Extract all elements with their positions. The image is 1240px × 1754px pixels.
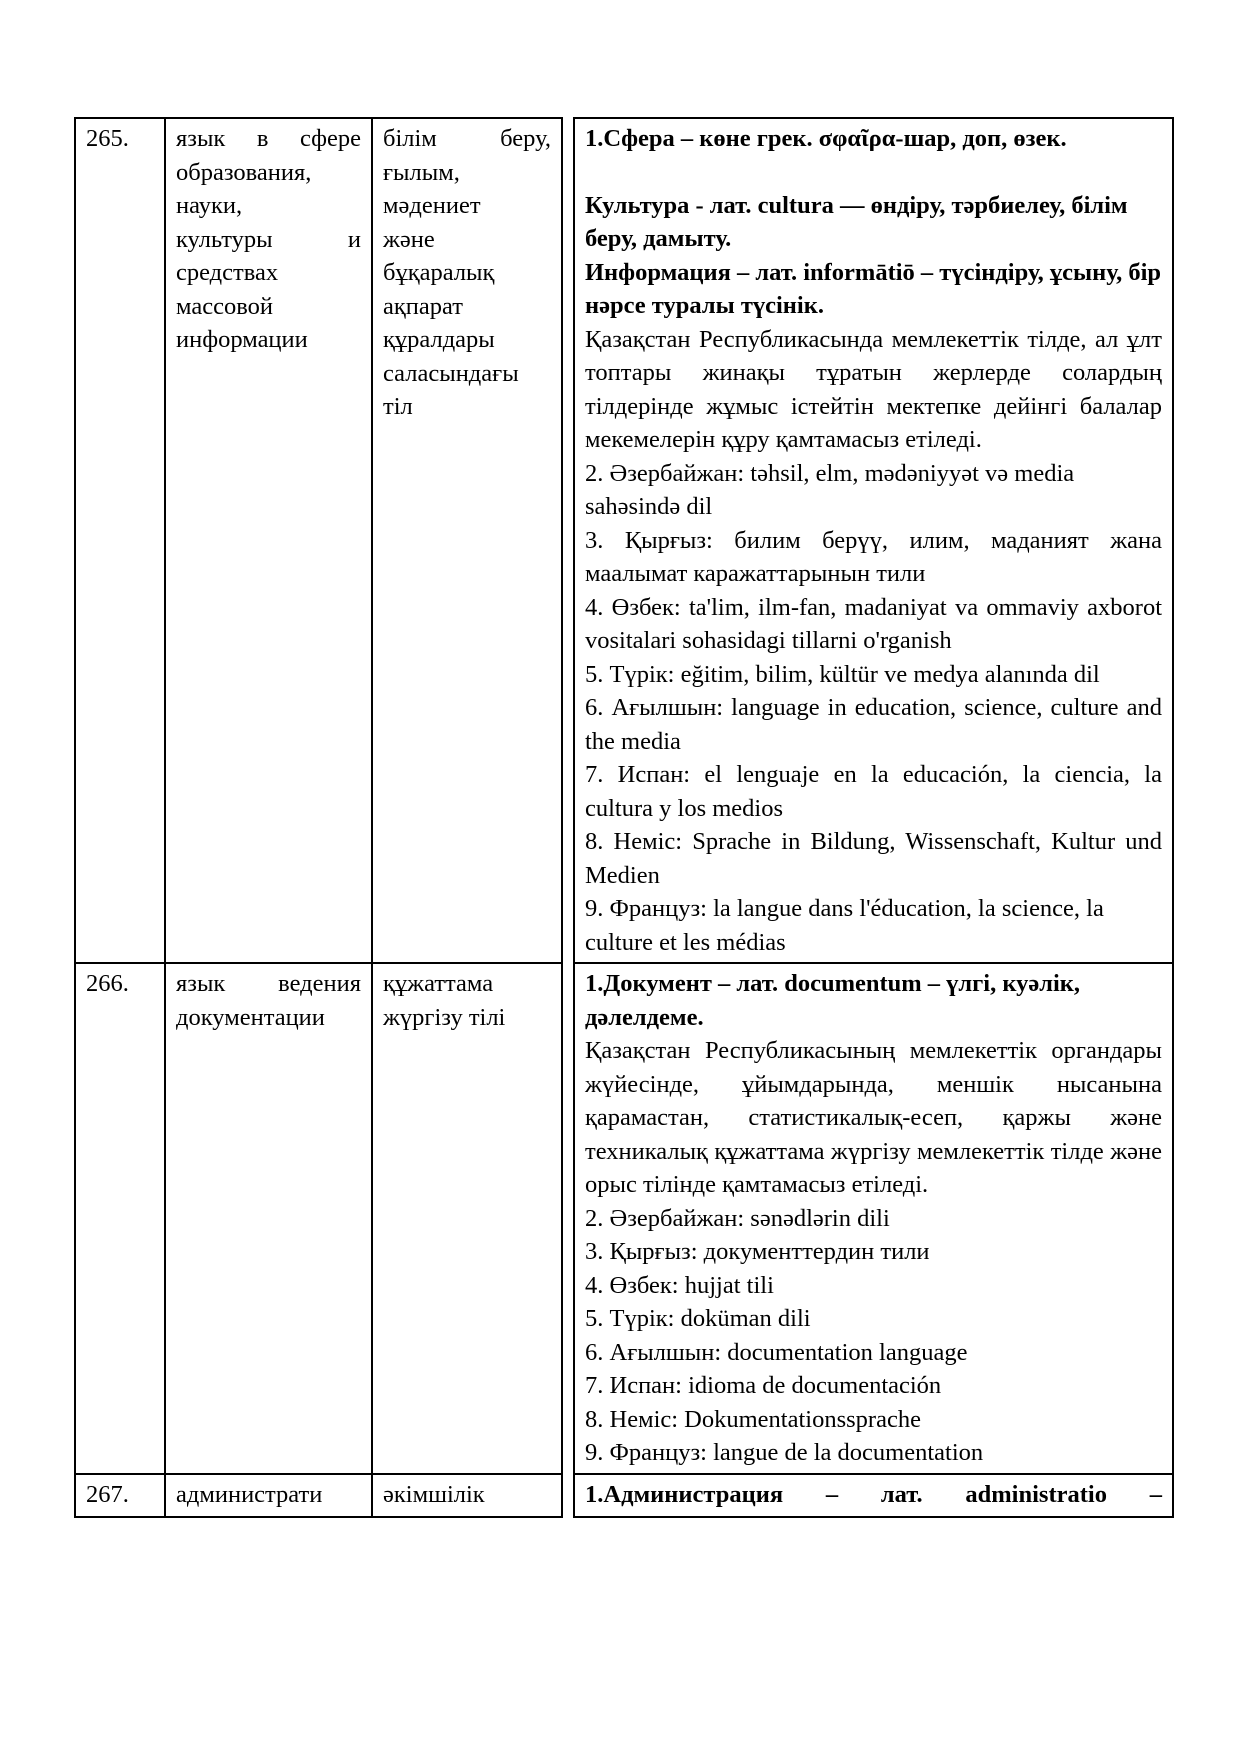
- translation-line: 6. Ағылшын: language in education, science, culture and the media: [585, 694, 1162, 755]
- entry-number: 267.: [75, 1474, 165, 1517]
- table-row: [75, 118, 1173, 963]
- translation-line: 8. Неміс: Dokumentationssprache: [585, 1405, 921, 1433]
- translation-line: 3. Қырғыз: билим берүү, илим, маданият жана маалымат каражаттарынын тили: [585, 526, 1162, 587]
- translation-line: 4. Өзбек: ta'lim, ilm-fan, madaniyat va ommaviy axborot vositalari sohasidagi tillarni o'rganish: [585, 593, 1162, 654]
- entry-number: 266.: [75, 963, 165, 1474]
- translation-line: 5. Түрік: doküman dili: [585, 1305, 811, 1332]
- translation-line: 7. Испан: idioma de documentación: [585, 1372, 942, 1399]
- translation-line: 7. Испан: el lenguaje en la educación, la ciencia, la cultura y los medios: [585, 761, 1162, 822]
- kazakh-term: құжаттама жүргізу тілі: [372, 963, 562, 1474]
- translation-line: 9. Француз: langue de la documentation: [585, 1439, 984, 1466]
- etymology-line: 1.Сфера – көне грек. σφαῖρα-шар, доп, өзек.: [585, 125, 1067, 152]
- translation-line: 2. Әзербайжан: sənədlərin dili: [585, 1204, 890, 1232]
- translation-line: 2. Әзербайжан: təhsil, elm, mədəniyyət və media sahəsində dil: [585, 459, 1075, 520]
- definition-paragraph: Қазақстан Республикасында мемлекеттік тілде, ал ұлт топтары жинақы тұратын жерлерде солардың тілдерінде жұмыс істейтін мектепке дейінгі балалар мекемелерін құру қамтамасыз етіледі.: [585, 325, 1162, 453]
- entry-number: 265.: [75, 118, 165, 963]
- russian-term: администрати: [165, 1474, 372, 1517]
- definition-cell: [574, 1474, 1173, 1517]
- etymology-line: Культура - лат. cultura — өндіру, тәрбиелеу, білім беру, дамыту.: [585, 191, 1128, 252]
- translation-line: 5. Түрік: eğitim, bilim, kültür ve medya alanında dil: [585, 660, 1100, 688]
- etymology-line: 1.Документ – лат. documentum – үлгі, куәлік, дәлелдеме.: [585, 970, 1081, 1031]
- russian-term: язык в сфере образования, науки, культуры и средствах массовой информации: [165, 118, 372, 963]
- translation-line: 8. Неміс: Sprache in Bildung, Wissenschaft, Kultur und Medien: [585, 828, 1162, 889]
- definition-cell: [574, 963, 1173, 1474]
- definition-paragraph: Қазақстан Республикасының мемлекеттік органдары жүйесінде, ұйымдарында, меншік нысанына қарамастан, статистикалық-есеп, қаржы және техникалық құжаттама жүргізу мемлекеттік тілде және орыс тілінде қамтамасыз етіледі.: [585, 1037, 1162, 1198]
- kazakh-term: білім беру, ғылым, мәдениет және бұқаралық ақпарат құралдары саласындағы тіл: [372, 118, 562, 963]
- translation-line: 3. Қырғыз: документтердин тили: [585, 1238, 930, 1265]
- column-gap: [562, 118, 574, 963]
- etymology-line: Информация – лат. informātiō – түсіндіру, ұсыну, бір нәрсе туралы түсінік.: [585, 258, 1162, 319]
- glossary-table: [74, 117, 1174, 1518]
- translation-line: 6. Ағылшын: documentation language: [585, 1338, 968, 1366]
- kazakh-term: әкімшілік: [372, 1474, 562, 1517]
- translation-line: 9. Француз: la langue dans l'éducation, la science, la culture et les médias: [585, 895, 1104, 956]
- column-gap: [562, 1474, 574, 1517]
- translation-line: 4. Өзбек: hujjat tili: [585, 1271, 774, 1299]
- column-gap: [562, 963, 574, 1474]
- etymology-line: 1.Администрация – лат. administratio –: [585, 1480, 1162, 1508]
- table-row: [75, 1474, 1173, 1517]
- table-row: [75, 963, 1173, 1474]
- russian-term: язык ведения документации: [165, 963, 372, 1474]
- definition-cell: [574, 118, 1173, 963]
